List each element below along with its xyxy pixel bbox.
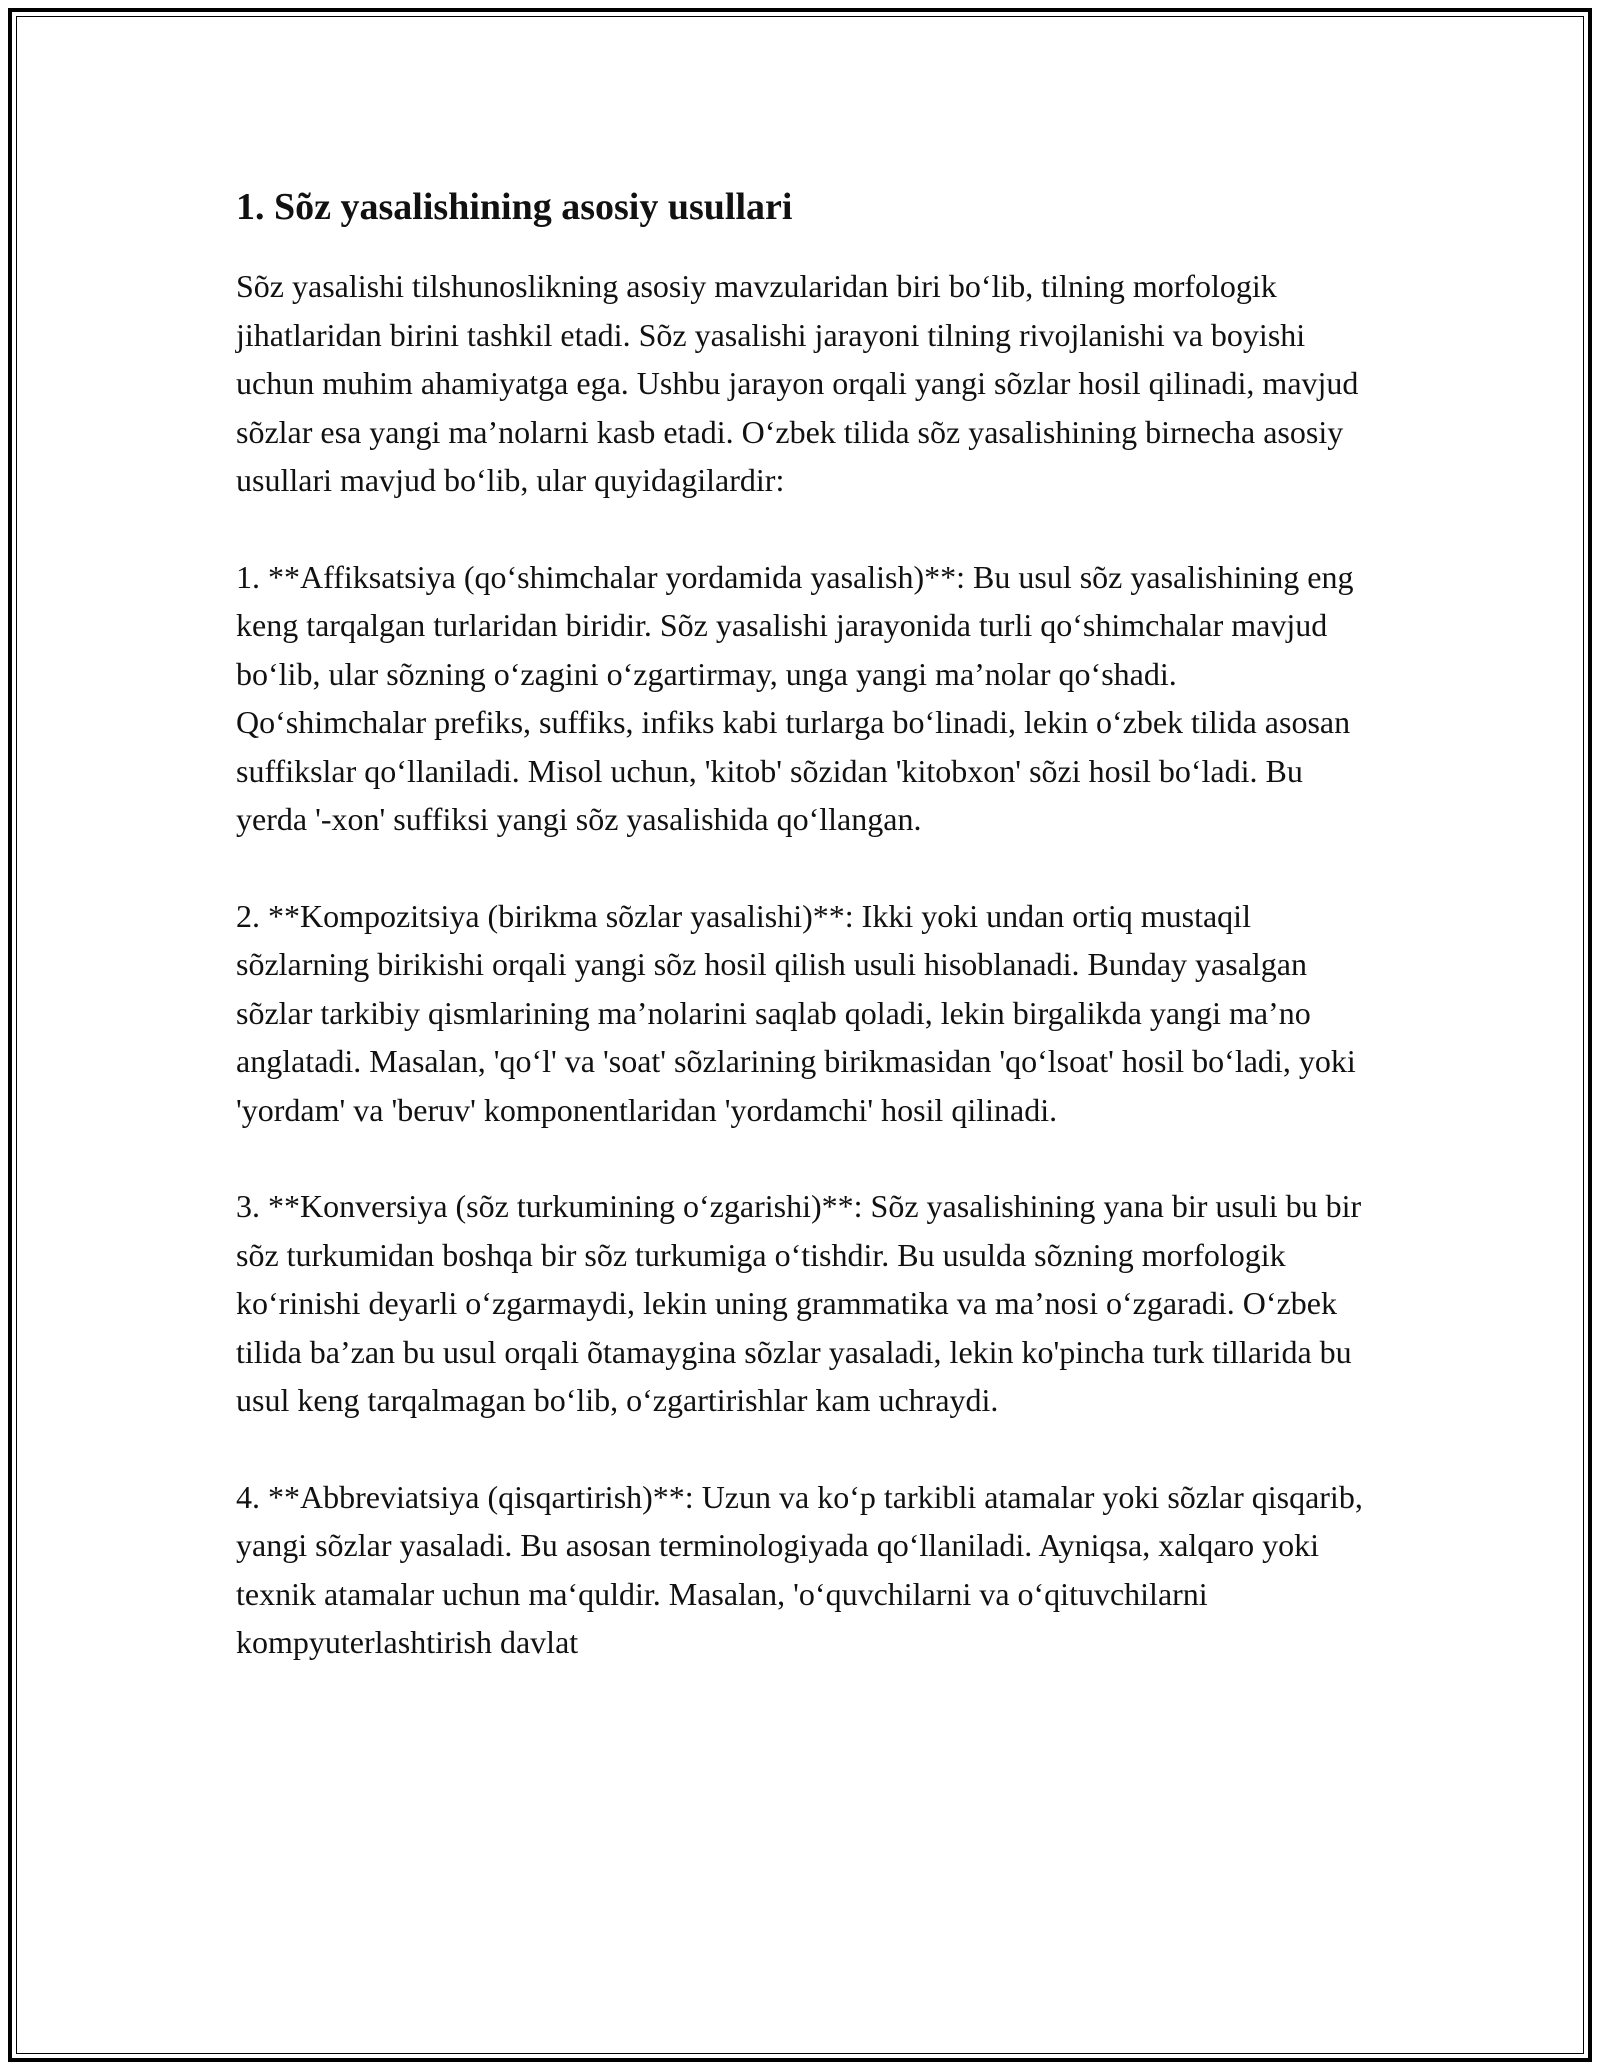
abbreviatsiya-paragraph: 4. **Abbreviatsiya (qisqartirish)**: Uzun va ko‘p tarkibli atamalar yoki sõzlar qisqarib, yangi sõzlar yasaladi. Bu asosan terminologiyada qo‘llaniladi. Ayniqsa, xalqaro yoki texnik atamalar uchun ma‘quldir. Masalan, 'o‘quvchilarni va o‘qituvchilarni kompyuterlashtirish davlat <box>236 1478 1363 1660</box>
affiksatsiya-paragraph: 1. **Affiksatsiya (qo‘shimchalar yordamida yasalish)**: Bu usul sõz yasalishining eng keng tarqalgan turlaridan biridir. Sõz yasalishi jarayonida turli qo‘shimchalar mavjud bo‘lib, ular sõzning o‘zagini o‘zgartirmay, unga yangi ma’nolar qo‘shadi. Qo‘shimchalar prefiks, suffiks, infiks kabi turlarga bo‘linadi, lekin o‘zbek tilida asosan suffikslar qo‘llaniladi. Misol uchun, 'kitob' sõzidan 'kitobxon' sõzi hosil bo‘ladi. Bu yerda '-xon' suffiksi yangi sõz yasalishida qo‘llangan. <box>236 558 1354 837</box>
kompozitsiya-paragraph: 2. **Kompozitsiya (birikma sõzlar yasalishi)**: Ikki yoki undan ortiq mustaqil sõzlarning birikishi orqali yangi sõz hosil qilish usuli hisoblanadi. Bunday yasalgan sõzlar tarkibiy qismlarining ma’nolarini saqlab qoladi, lekin birgalikda yangi ma’no anglatadi. Masalan, 'qo‘l' va 'soat' sõzlarining birikmasidan 'qo‘lsoat' hosil bo‘ladi, yoki 'yordam' va 'beruv' komponentlaridan 'yordamchi' hosil qilinadi. <box>236 897 1356 1128</box>
intro-paragraph: Sõz yasalishi tilshunoslikning asosiy mavzularidan biri bo‘lib, tilning morfologik jihatlaridan birini tashkil etadi. Sõz yasalishi jarayoni tilning rivojlanishi va boyishi uchun muhim ahamiyatga ega. Ushbu jarayon orqali yangi sõzlar hosil qilinadi, mavjud sõzlar esa yangi ma’nolarni kasb etadi. O‘zbek tilida sõz yasalishining birnecha asosiy usullari mavjud bo‘lib, ular quyidagilardir: <box>236 268 1359 498</box>
konversiya-paragraph: 3. **Konversiya (sõz turkumining o‘zgarishi)**: Sõz yasalishining yana bir usuli bu bir sõz turkumidan boshqa bir sõz turkumiga o‘tishdir. Bu usulda sõzning morfologik ko‘rinishi deyarli o‘zgarmaydi, lekin uning grammatika va ma’nosi o‘zgaradi. O‘zbek tilida ba’zan bu usul orqali õtamaygina sõzlar yasaladi, lekin ko'pincha turk tillarida bu usul keng tarqalmagan bo‘lib, o‘zgartirishlar kam uchraydi. <box>236 1188 1362 1418</box>
section-title: 1. Sõz yasalishining asosiy usullari <box>236 186 793 228</box>
document-body <box>236 184 1366 1715</box>
